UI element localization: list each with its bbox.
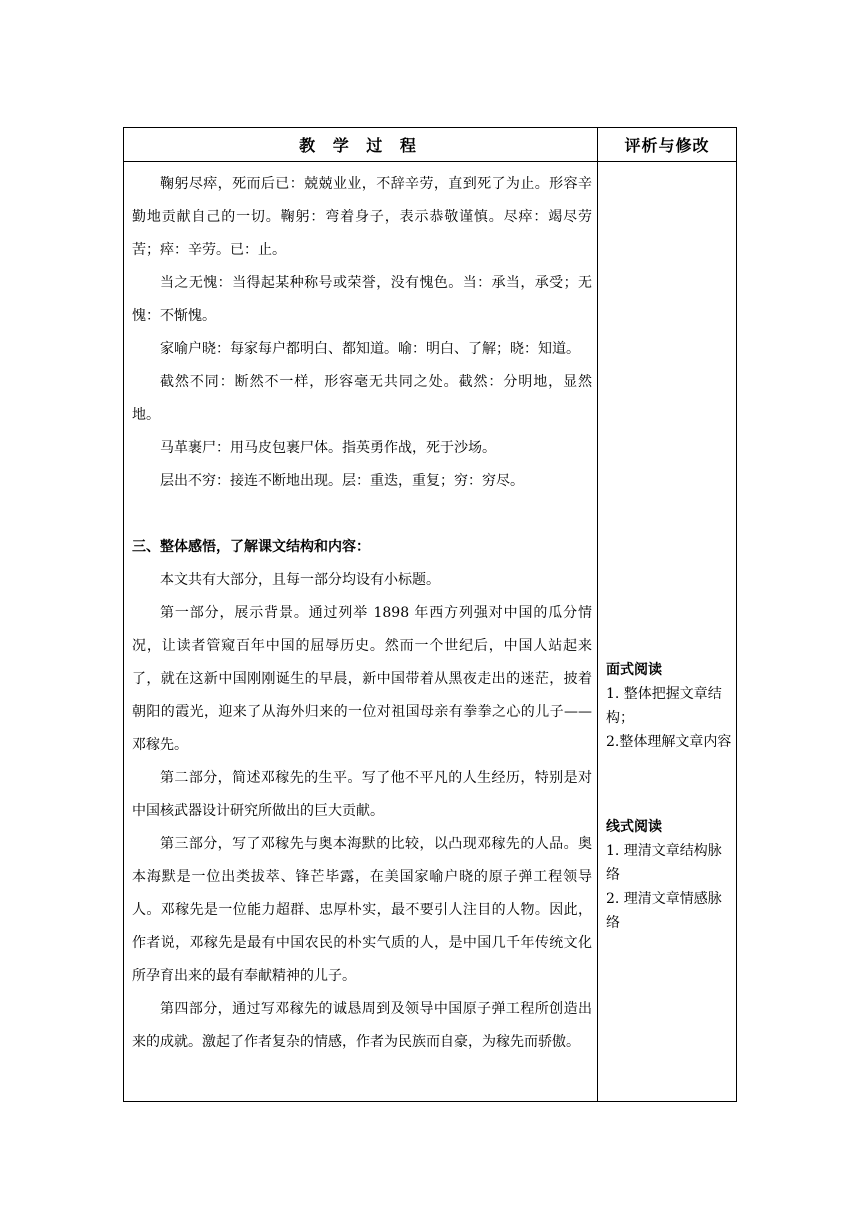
side-note-title: 面式阅读 xyxy=(606,662,662,678)
part-three-paragraph: 第三部分，写了邓稼先与奥本海默的比较，以凸现邓稼先的人品。奥本海默是一位出类拔萃、锋芒毕露，在美国家喻户晓的原子弹工程领导人。邓稼先是一位能力超群、忠厚朴实，最不要引人注目的人物。因此，作者说，邓稼先是最有中国农民的朴实气质的人，是中国几千年传统文化所孕育出来的最有奉献精神的儿子。 xyxy=(132,836,592,984)
teaching-process-column xyxy=(132,168,592,1059)
header-teaching-process: 教 学 过 程 xyxy=(299,136,422,155)
part-two-paragraph: 第二部分，简述邓稼先的生平。写了他不平凡的人生经历，特别是对中国核武器设计研究所做出的巨大贡献。 xyxy=(132,770,592,819)
idiom-paragraph-1: 鞠躬尽瘁，死而后已：兢兢业业，不辞辛劳，直到死了为止。形容辛勤地贡献自己的一切。鞠躬：弯着身子，表示恭敬谨慎。尽瘁：竭尽劳苦；瘁：辛劳。已：止。 xyxy=(132,176,592,258)
section-heading: 三、整体感悟，了解课文结构和内容： xyxy=(132,539,370,555)
lesson-table xyxy=(123,127,737,1102)
part-four-paragraph: 第四部分，通过写邓稼先的诚恳周到及领导中国原子弹工程所创造出来的成就。激起了作者复杂的情感，作者为民族而自豪，为稼先而骄傲。 xyxy=(132,1001,592,1050)
side-note-title: 线式阅读 xyxy=(606,819,662,835)
side-note-item: 2.整体理解文章内容 xyxy=(606,734,732,750)
header-analysis-revision: 评析与修改 xyxy=(624,136,710,155)
idiom-paragraph-3: 家喻户晓：每家每户都明白、都知道。喻：明白、了解；晓：知道。 xyxy=(160,341,580,357)
idiom-paragraph-4: 截然不同：断然不一样，形容毫无共同之处。截然：分明地，显然地。 xyxy=(132,374,592,423)
side-note-block-2 xyxy=(606,815,734,935)
side-note-item: 1. 整体把握文章结构； xyxy=(606,686,722,726)
structure-intro: 本文共有大部分，且每一部分均设有小标题。 xyxy=(160,572,440,588)
part-one-paragraph: 第一部分，展示背景。通过列举 1898 年西方列强对中国的瓜分情况，让读者管窥百年中国的屈辱历史。然而一个世纪后，中国人站起来了，就在这新中国刚刚诞生的早晨，新中国带着从黑夜走出的迷茫，披着朝阳的霞光，迎来了从海外归来的一位对祖国母亲有拳拳之心的儿子——邓稼先。 xyxy=(132,605,592,753)
side-note-item: 2. 理清文章情感脉络 xyxy=(606,891,722,931)
side-note-item: 1. 理清文章结构脉络 xyxy=(606,843,722,883)
idiom-paragraph-2: 当之无愧：当得起某种称号或荣誉，没有愧色。当：承当，承受；无愧：不惭愧。 xyxy=(132,275,592,324)
table-header-row xyxy=(124,128,736,162)
side-note-block-1 xyxy=(606,658,734,754)
idiom-paragraph-6: 层出不穷：接连不断地出现。层：重迭，重复；穷：穷尽。 xyxy=(160,473,524,489)
column-divider xyxy=(597,128,598,1101)
idiom-paragraph-5: 马革裹尸：用马皮包裹尸体。指英勇作战，死于沙场。 xyxy=(160,440,496,456)
